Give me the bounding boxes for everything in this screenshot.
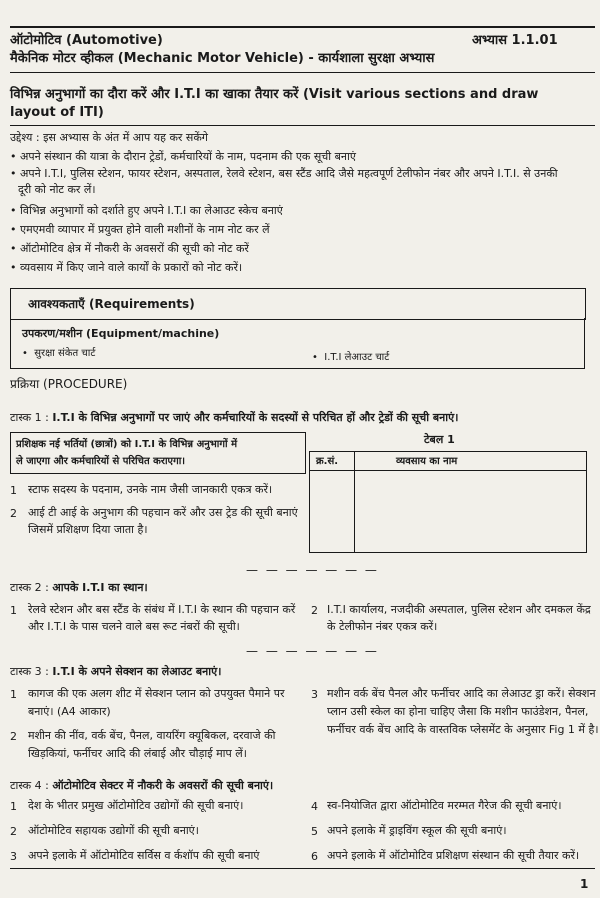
header-subject: ऑटोमोटिव (Automotive) bbox=[10, 33, 163, 48]
task3-step3-line3: फर्नीचर वर्क बेंच आदि के वास्तविक प्लेसमेंट के अनुसार Fig 1 में है। bbox=[327, 723, 599, 736]
step-number: 3 bbox=[311, 688, 318, 701]
task4-step4: स्व-नियोजित द्वारा ऑटोमोटिव मरम्मत गैरेज की सूची बनाएं। bbox=[327, 799, 562, 812]
step-number: 2 bbox=[311, 604, 318, 617]
task2-step2-line1: I.T.I कार्यालय, नजदीकी अस्पताल, पुलिस स्टेशन और दमकल केंद्र bbox=[327, 603, 591, 616]
task2-heading bbox=[10, 580, 148, 596]
task1-step2-line2: जिसमें प्रशिक्षण दिया जाता है। bbox=[28, 523, 148, 536]
table1-column-rule bbox=[354, 451, 355, 552]
task3-step1-line2: बनाएं। (A4 आकार) bbox=[28, 705, 111, 718]
objective-text: अपने I.T.I, पुलिस स्टेशन, फायर स्टेशन, अस्पताल, रेलवे स्टेशन, बस स्टैंड आदि जैसे महत्वपूर्ण टेलीफोन नंबर और अपने I.T.I. से उनकी bbox=[20, 167, 558, 180]
task2-step1-line1: रेलवे स्टेशन और बस स्टैंड के संबंध में I.T.I के स्थान की पहचान करें bbox=[28, 603, 296, 616]
objective-item: • एमएमवी व्यापार में प्रयुक्त होने वाली मशीनों के नाम नोट कर लें bbox=[10, 223, 270, 236]
task-title: आपके I.T.I का स्थान। bbox=[52, 581, 148, 594]
requirement-item-left: • सुरक्षा संकेत चार्ट bbox=[22, 348, 96, 359]
objectives-intro: उद्देश्य : इस अभ्यास के अंत में आप यह कर सकेंगे bbox=[10, 131, 208, 144]
task2-step1-line2: और I.T.I के पास चलने वाले बस रूट नंबरों की सूची। bbox=[28, 620, 240, 633]
task4-heading bbox=[10, 778, 273, 794]
objective-text: विभिन्न अनुभागों को दर्शाते हुए अपने I.T.I का लेआउट स्केच बनाएं bbox=[20, 204, 283, 217]
page-number: 1 bbox=[580, 877, 589, 891]
task-label: टास्क 1 : bbox=[10, 411, 49, 424]
exercise-title-line1: विभिन्न अनुभागों का दौरा करें और I.T.I का खाका तैयार करें (Visit various sections and draw bbox=[10, 87, 539, 102]
task-title: I.T.I के अपने सेक्शन का लेआउट बनाएं। bbox=[52, 665, 222, 678]
exercise-number: अभ्यास 1.1.01 bbox=[472, 33, 558, 48]
objective-item: • व्यवसाय में किए जाने वाले कार्यों के प्रकारों को नोट करें। bbox=[10, 261, 243, 274]
objective-item: • ऑटोमोटिव क्षेत्र में नौकरी के अवसरों की सूची को नोट करें bbox=[10, 242, 249, 255]
table1-col-trade: व्यवसाय का नाम bbox=[396, 456, 458, 467]
task1-step1: स्टाफ सदस्य के पदनाम, उनके नाम जैसी जानकारी एकत्र करें। bbox=[28, 483, 273, 496]
procedure-heading: प्रक्रिया (PROCEDURE) bbox=[10, 377, 128, 391]
task-label: टास्क 3 : bbox=[10, 665, 49, 678]
task1-step2-line1: आई टी आई के अनुभाग की पहचान करें और उस ट्रेड की सूची बनाएं bbox=[28, 506, 298, 519]
objective-text-continued: दूरी को नोट कर लें। bbox=[18, 183, 96, 196]
instructor-note-line1: प्रशिक्षक नई भर्तियों (छात्रों) को I.T.I के विभिन्न अनुभागों में bbox=[16, 439, 238, 450]
step-number: 1 bbox=[10, 604, 17, 617]
objective-text: अपने संस्थान की यात्रा के दौरान ट्रेडों, कर्मचारियों के नाम, पदनाम की एक सूची बनाएं bbox=[20, 150, 356, 163]
footer-rule bbox=[10, 868, 595, 869]
objective-item: • अपने संस्थान की यात्रा के दौरान ट्रेडों, कर्मचारियों के नाम, पदनाम की एक सूची बनाएं bbox=[10, 150, 356, 163]
table1-col-serial: क्र.सं. bbox=[316, 456, 339, 467]
task4-step3: अपने इलाके में ऑटोमोटिव सर्विस व र्कशॉप की सूची बनाएं bbox=[28, 849, 260, 862]
task-title: ऑटोमोटिव सेक्टर में नौकरी के अवसरों की सूची बनाएं। bbox=[52, 779, 274, 792]
step-number: 3 bbox=[10, 850, 17, 863]
section-divider: — — — — — — — bbox=[246, 644, 379, 658]
requirement-text: I.T.I लेआउट चार्ट bbox=[324, 352, 390, 363]
task2-step2-line2: के टेलीफोन नंबर एकत्र करें। bbox=[327, 620, 438, 633]
task4-step5: अपने इलाके में ड्राइविंग स्कूल की सूची बनाएं। bbox=[327, 824, 507, 837]
task3-heading bbox=[10, 664, 221, 680]
header-trade-title: मैकेनिक मोटर व्हीकल (Mechanic Motor Vehicle) - कार्यशाला सुरक्षा अभ्यास bbox=[10, 51, 435, 66]
requirements-left-border bbox=[10, 318, 11, 368]
exercise-title-line2: layout of ITI) bbox=[10, 105, 104, 120]
objective-text: एमएमवी व्यापार में प्रयुक्त होने वाली मशीनों के नाम नोट कर लें bbox=[20, 223, 270, 236]
equipment-subheading: उपकरण/मशीन (Equipment/machine) bbox=[22, 327, 220, 340]
step-number: 2 bbox=[10, 825, 17, 838]
requirement-item-right: • I.T.I लेआउट चार्ट bbox=[312, 352, 390, 363]
task4-step2: ऑटोमोटिव सहायक उद्योगों की सूची बनाएं। bbox=[28, 824, 199, 837]
task-title: I.T.I के विभिन्न अनुभागों पर जाएं और कर्मचारियों के सदस्यों से परिचित हों और ट्रेडों की सूची बनाएं। bbox=[52, 411, 459, 424]
requirement-text: सुरक्षा संकेत चार्ट bbox=[34, 348, 96, 359]
requirements-heading: आवश्यकताएँ (Requirements) bbox=[28, 297, 195, 311]
step-number: 6 bbox=[311, 850, 318, 863]
task4-step6: अपने इलाके में ऑटोमोटिव प्रशिक्षण संस्थान की सूची तैयार करें। bbox=[327, 849, 580, 862]
step-number: 1 bbox=[10, 800, 17, 813]
task4-step1: देश के भीतर प्रमुख ऑटोमोटिव उद्योगों की सूची बनाएं। bbox=[28, 799, 244, 812]
step-number: 5 bbox=[311, 825, 318, 838]
objective-item: • अपने I.T.I, पुलिस स्टेशन, फायर स्टेशन, अस्पताल, रेलवे स्टेशन, बस स्टैंड आदि जैसे महत्वपूर्ण टेलीफोन नंबर और अपने I.T.I. से उनकी bbox=[10, 167, 558, 180]
requirements-right-border bbox=[584, 318, 585, 368]
task3-step1-line1: कागज की एक अलग शीट में सेक्शन प्लान को उपयुक्त पैमाने पर bbox=[28, 687, 285, 700]
task3-step3-line2: प्लान उसी स्केल का होना चाहिए जैसा कि मशीन फाउंडेशन, पैनल, bbox=[327, 705, 589, 718]
task3-step3-line1: मशीन वर्क बेंच पैनल और फर्नीचर आदि का लेआउट ड्रा करें। सेक्शन bbox=[327, 687, 596, 700]
step-number: 1 bbox=[10, 484, 17, 497]
step-number: 4 bbox=[311, 800, 318, 813]
objective-text: ऑटोमोटिव क्षेत्र में नौकरी के अवसरों की सूची को नोट करें bbox=[20, 242, 249, 255]
task-label: टास्क 2 : bbox=[10, 581, 49, 594]
table1-header-rule bbox=[309, 470, 586, 471]
task3-step2-line2: खिड़कियां, फर्नीचर आदि की लंबाई और चौड़ाई माप लें। bbox=[28, 747, 247, 760]
objective-text: व्यवसाय में किए जाने वाले कार्यों के प्रकारों को नोट करें। bbox=[20, 261, 243, 274]
requirements-bottom-border bbox=[10, 368, 585, 369]
task3-step2-line1: मशीन की नींव, वर्क बेंच, पैनल, वायरिंग क्यूबिकल, दरवाजे की bbox=[28, 729, 276, 742]
section-divider: — — — — — — — bbox=[246, 563, 379, 577]
title-rule bbox=[10, 125, 595, 126]
step-number: 2 bbox=[10, 507, 17, 520]
task1-heading bbox=[10, 410, 595, 426]
table1-title: टेबल 1 bbox=[424, 433, 455, 446]
task-label: टास्क 4 : bbox=[10, 779, 49, 792]
step-number: 1 bbox=[10, 688, 17, 701]
step-number: 2 bbox=[10, 730, 17, 743]
objective-item: • विभिन्न अनुभागों को दर्शाते हुए अपने I.T.I का लेआउट स्केच बनाएं bbox=[10, 204, 283, 217]
header-top-rule bbox=[10, 26, 595, 28]
instructor-note-line2: ले जाएगा और कर्मचारियों से परिचित कराएगा। bbox=[16, 456, 186, 467]
header-bottom-rule bbox=[10, 72, 595, 73]
